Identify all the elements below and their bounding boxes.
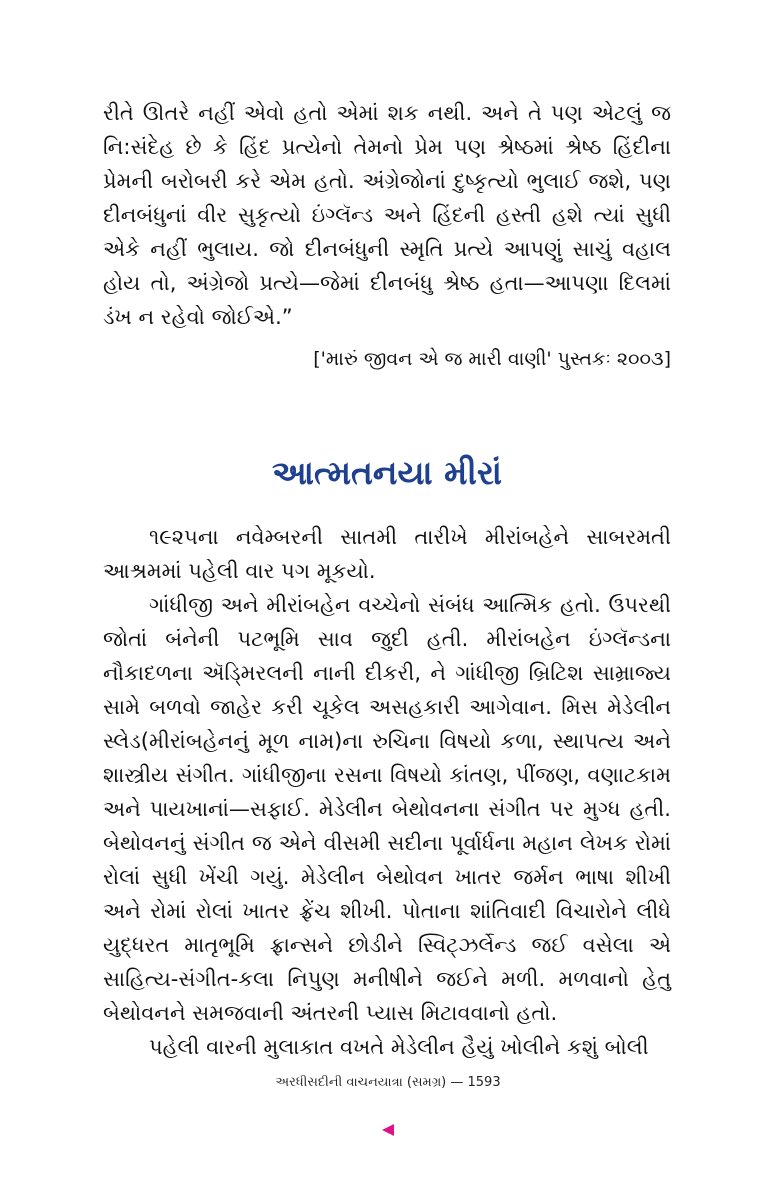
page-content — [103, 96, 671, 1064]
paragraph-1: ૧૯૨૫ના નવેમ્બરની સાતમી તારીખે મીરાંબહેને સાબરમતી આશ્રમમાં પહેલી વાર પગ મૂકયો. — [103, 525, 671, 583]
left-triangle-icon — [380, 1122, 396, 1138]
page-footer: અરધીસદીની વાચનયાત્રા (સમગ્ર) — 1593 — [275, 1075, 501, 1090]
section-title: આત્મતનયા મીરાં — [271, 453, 502, 492]
intro-paragraph: રીતે ઊતરે નહીં એવો હતો એમાં શક નથી. અને તે પણ એટલું જ નિ:સંદેહ છે કે હિંદ પ્રત્યેનો તેમનો પ્રેમ પણ શ્રેષ્ઠમાં શ્રેષ્ઠ હિંદીના પ્રેમની બરોબરી કરે એમ હતો. અંગ્રેજોનાં દુષ્કૃત્યો ભુલાઈ જશે, પણ દીનબંધુનાં વીર સુકૃત્યો ઇંગ્લૅન્ડ અને હિંદની હસ્તી હશે ત્યાં સુધી એકે નહીં ભુલાય. જો દીનબંધુની સ્મૃતિ પ્રત્યે આપણું સાચું વહાલ હોય તો, અંગ્રેજો પ્રત્યે—જેમાં દીનબંધુ શ્રેષ્ઠ હતા—આપણા દિલમાં ડંખ ન રહેવો જોઈએ.” — [103, 101, 671, 329]
paragraph-3: પહેલી વારની મુલાકાત વખતે મેડેલીન હૈયું ખોલીને કશું બોલી — [149, 1035, 649, 1059]
citation: ['મારું જીવન એ જ મારી વાણી' પુસ્તકઃ ૨૦૦૩] — [313, 348, 671, 370]
paragraph-2: ગાંધીજી અને મીરાંબહેન વચ્ચેનો સંબંધ આત્મિક હતો. ઉપરથી જોતાં બંનેની પટભૂમિ સાવ જુદી હતી. મીરાંબહેન ઇંગ્લૅન્ડના નૌકાદળના ઍડ્મિરલની નાની દીકરી, ને ગાંધીજી બ્રિટિશ સામ્રાજ્ય સામે બળવો જાહેર કરી ચૂકેલ અસહકારી આગેવાન. મિસ મેડેલીન સ્લેડ(મીરાંબહેનનું મૂળ નામ)ના રુચિના વિષયો કળા, સ્થાપત્ય અને શાસ્ત્રીય સંગીત. ગાંધીજીના રસના વિષયો કાંતણ, પીંજણ, વણાટકામ અને પાયખાનાં—સફાઈ. મેડેલીન બેથોવનના સંગીત પર મુગ્ધ હતી. બેથોવનનું સંગીત જ એને વીસમી સદીના પૂર્વાર્ધના મહાન લેખક રોમાં રોલાં સુધી ખેંચી ગયું. મેડેલીન બેથોવન ખાતર જર્મન ભાષા શીખી અને રોમાં રોલાં ખાતર ફ્રેંચ શીખી. પોતાના શાંતિવાદી વિચારોને લીધે યુદ્ધરત માતૃભૂમિ ફ્રાન્સને છોડીને સ્વિટ્ઝર્લેન્ડ જઈ વસેલા એ સાહિત્ય-સંગીત-કલા નિપુણ મનીષીને જઈને મળી. મળવાનો હેતુ બેથોવનને સમજવાની અંતરની પ્યાસ મિટાવવાનો હતો. — [103, 593, 671, 1025]
